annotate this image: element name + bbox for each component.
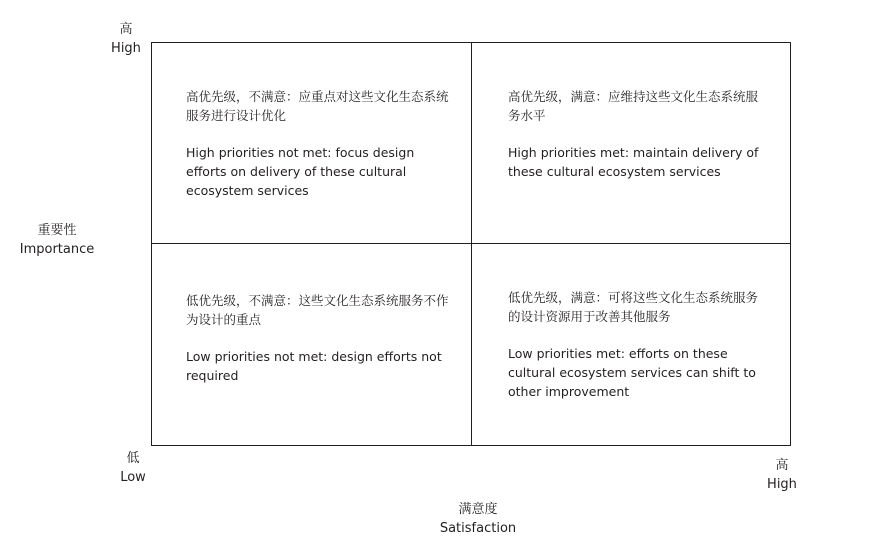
y-axis-high-label	[104, 20, 148, 58]
y-axis-title	[12, 221, 102, 259]
origin-low-zh: 低	[126, 451, 140, 466]
x-axis-title-en: Satisfaction	[439, 521, 517, 536]
quadrant-top-right	[472, 43, 790, 244]
y-axis-title-en: Importance	[19, 242, 95, 257]
quadrant-bottom-right	[472, 244, 790, 445]
quadrant-top-left-zh: 高优先级，不满意：应重点对这些文化生态系统服务进行设计优化	[186, 89, 449, 123]
x-axis-high-label	[762, 456, 802, 494]
quadrant-top-right-zh: 高优先级，满意：应维持这些文化生态系统服务水平	[508, 89, 759, 123]
x-axis-title	[418, 500, 538, 538]
x-axis-high-en: High	[767, 477, 797, 492]
x-axis-title-zh: 满意度	[458, 502, 498, 517]
y-axis-title-zh: 重要性	[37, 223, 77, 238]
quadrant-bottom-right-en: Low priorities met: efforts on these cultural ecosystem services can shift to other improvement	[508, 346, 756, 399]
origin-low-label	[113, 449, 153, 487]
x-axis-high-zh: 高	[775, 458, 789, 473]
quadrant-top-left	[152, 43, 472, 244]
quadrant-bottom-left-en: Low priorities not met: design efforts not required	[186, 349, 442, 383]
quadrant-top-right-en: High priorities met: maintain delivery of these cultural ecosystem services	[508, 145, 759, 179]
y-axis-high-zh: 高	[119, 22, 133, 37]
quadrant-bottom-left	[152, 244, 472, 445]
quadrant-bottom-right-zh: 低优先级，满意：可将这些文化生态系统服务的设计资源用于改善其他服务	[508, 290, 759, 324]
quadrant-bottom-left-zh: 低优先级，不满意：这些文化生态系统服务不作为设计的重点	[186, 293, 449, 327]
quadrant-grid	[151, 42, 791, 446]
origin-low-en: Low	[120, 470, 146, 485]
quadrant-top-left-en: High priorities not met: focus design efforts on delivery of these cultural ecosystem services	[186, 145, 415, 198]
y-axis-high-en: High	[111, 41, 141, 56]
